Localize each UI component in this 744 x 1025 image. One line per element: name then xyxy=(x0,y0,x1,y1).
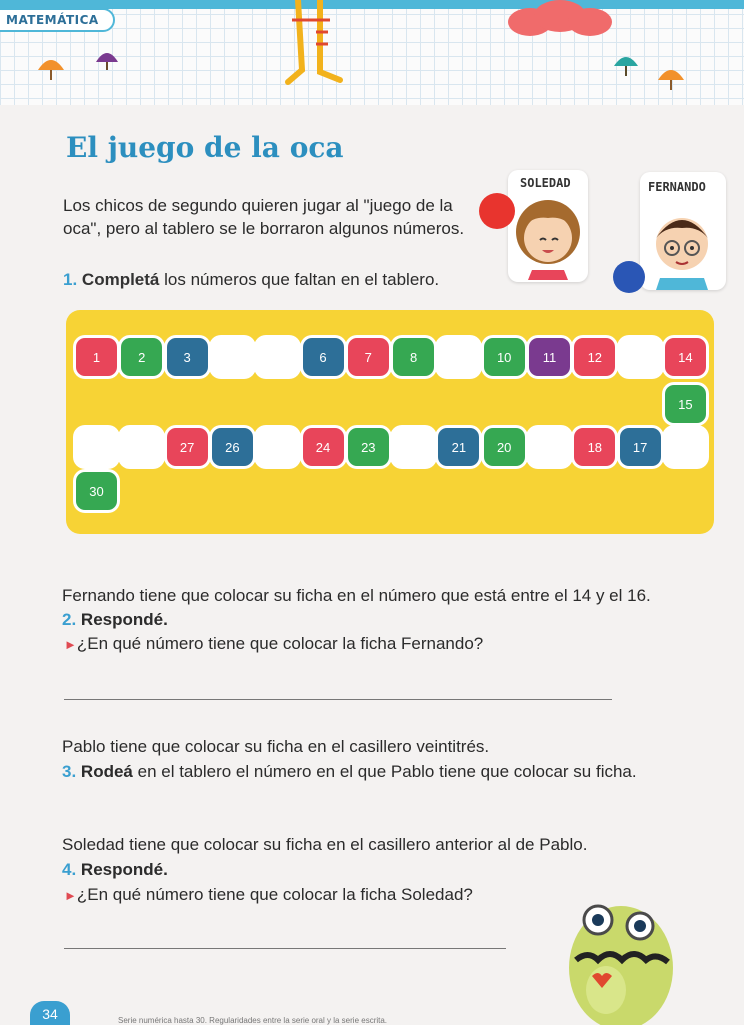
activity-verb: Respondé. xyxy=(80,860,168,879)
board-cell[interactable]: 23 xyxy=(348,428,389,466)
game-board xyxy=(66,310,714,534)
answer-line-4[interactable] xyxy=(64,948,506,949)
board-cell[interactable] xyxy=(76,428,117,466)
board-cell[interactable]: 14 xyxy=(665,338,706,376)
question-text: ¿En qué número tiene que colocar la ficha Fernando? xyxy=(76,634,484,653)
board-cell[interactable]: 20 xyxy=(484,428,525,466)
arrow-icon: ► xyxy=(64,888,77,903)
blue-token xyxy=(612,260,646,294)
activity-verb: Rodeá xyxy=(80,762,133,781)
activity-4 xyxy=(62,858,168,881)
board-cell[interactable] xyxy=(393,428,434,466)
activity-number: 4. xyxy=(62,860,77,879)
board-cell[interactable] xyxy=(665,428,706,466)
answer-line-2[interactable] xyxy=(64,699,612,700)
umbrella-icon xyxy=(94,46,120,72)
question-text: ¿En qué número tiene que colocar la ficha Soledad? xyxy=(76,885,473,904)
egg-mascot xyxy=(558,880,684,1025)
activity-number: 3. xyxy=(62,762,77,781)
arrow-icon: ► xyxy=(64,637,77,652)
board-cell[interactable]: 18 xyxy=(574,428,615,466)
fernando-paragraph: Fernando tiene que colocar su ficha en el número que está entre el 14 y el 16. xyxy=(62,586,651,605)
board-cell[interactable]: 17 xyxy=(620,428,661,466)
activity-number: 1. xyxy=(63,270,78,289)
board-cell[interactable]: 2 xyxy=(121,338,162,376)
soledad-paragraph: Soledad tiene que colocar su ficha en el casillero anterior al de Pablo. xyxy=(62,835,588,854)
board-cell[interactable] xyxy=(121,428,162,466)
activity-number: 2. xyxy=(62,610,77,629)
activity-verb: Completá xyxy=(81,270,160,289)
soledad-label: SOLEDAD xyxy=(520,176,571,190)
board-cell[interactable]: 8 xyxy=(393,338,434,376)
page-number: 34 xyxy=(30,1001,70,1025)
board-cell[interactable]: 10 xyxy=(484,338,525,376)
activity-3 xyxy=(62,760,652,783)
board-cell[interactable]: 24 xyxy=(303,428,344,466)
soledad-illustration xyxy=(510,192,586,280)
board-cell[interactable] xyxy=(257,338,298,376)
fernando-illustration xyxy=(642,200,722,290)
fernando-label: FERNANDO xyxy=(648,180,706,194)
activity-1 xyxy=(63,270,439,290)
board-cell[interactable] xyxy=(529,428,570,466)
board-cell[interactable] xyxy=(212,338,253,376)
board-cell[interactable]: 15 xyxy=(665,385,706,423)
board-cell[interactable]: 26 xyxy=(212,428,253,466)
activity-verb: Respondé. xyxy=(80,610,168,629)
intro-text: Los chicos de segundo quieren jugar al "juego de la oca", pero al tablero se le borraron algunos números. xyxy=(63,196,465,238)
question-4 xyxy=(64,885,473,905)
umbrella-icon xyxy=(656,62,686,92)
header-bar xyxy=(0,0,744,9)
page-title: El juego de la oca xyxy=(66,131,344,164)
board-cell[interactable] xyxy=(620,338,661,376)
board-cell[interactable]: 21 xyxy=(438,428,479,466)
pablo-paragraph: Pablo tiene que colocar su ficha en el casillero veintitrés. xyxy=(62,737,490,756)
board-cell[interactable]: 6 xyxy=(303,338,344,376)
board-cell[interactable]: 27 xyxy=(167,428,208,466)
board-cell[interactable]: 30 xyxy=(76,472,117,510)
board-cell[interactable] xyxy=(438,338,479,376)
header-band xyxy=(0,0,744,105)
board-cell[interactable]: 1 xyxy=(76,338,117,376)
section-tab: MATEMÁTICA xyxy=(0,8,115,32)
cloud-illustration xyxy=(500,0,620,40)
activity-text: en el tablero el número en el que Pablo tiene que colocar su ficha. xyxy=(132,762,637,781)
board-cell[interactable]: 3 xyxy=(167,338,208,376)
question-2 xyxy=(64,634,483,654)
board-cell[interactable]: 12 xyxy=(574,338,615,376)
board-cell[interactable]: 7 xyxy=(348,338,389,376)
activity-2 xyxy=(62,608,168,631)
legs-illustration xyxy=(280,0,370,100)
board-cell[interactable] xyxy=(257,428,298,466)
umbrella-icon xyxy=(36,52,66,82)
footer-note: Serie numérica hasta 30. Regularidades entre la serie oral y la serie escrita. xyxy=(118,1016,388,1025)
umbrella-icon xyxy=(612,50,640,78)
red-token xyxy=(478,192,516,230)
board-cell[interactable]: 11 xyxy=(529,338,570,376)
activity-text: los números que faltan en el tablero. xyxy=(159,270,440,289)
